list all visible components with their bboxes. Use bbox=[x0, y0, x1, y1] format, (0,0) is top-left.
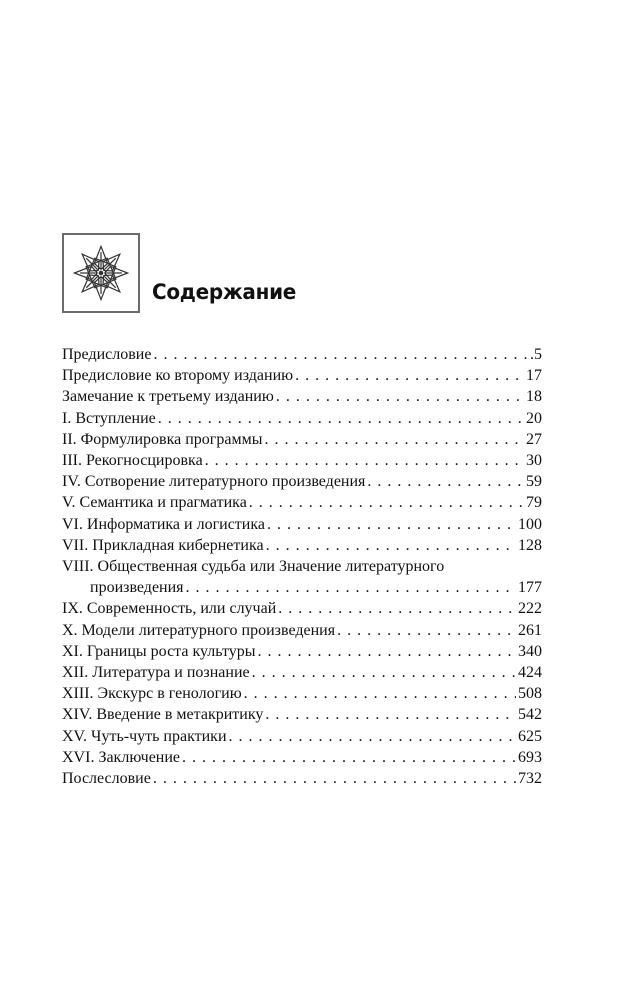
toc-entry-label: Послесловие bbox=[62, 770, 151, 788]
toc-entry-label-line1: VIII. Общественная судьба или Значение литературного bbox=[62, 558, 445, 576]
toc-entry[interactable] bbox=[62, 344, 542, 365]
dot-leader bbox=[258, 641, 517, 662]
dot-leader bbox=[186, 577, 516, 598]
toc-entry[interactable] bbox=[62, 429, 542, 450]
toc-entry-label: XVI. Заключение bbox=[62, 748, 181, 766]
dot-leader bbox=[229, 726, 516, 747]
page-title: Содержание bbox=[152, 280, 297, 304]
dot-leader bbox=[205, 450, 524, 471]
toc-entry-label: Предисловие ко второму изданию bbox=[62, 367, 294, 385]
toc-entry[interactable] bbox=[62, 598, 542, 619]
dot-leader bbox=[158, 408, 524, 429]
toc-entry-label: VI. Информатика и логистика bbox=[62, 515, 265, 533]
toc-entry-page: 17 bbox=[526, 367, 542, 385]
toc-entry-label: X. Модели литературного произведения bbox=[62, 621, 336, 639]
dot-leader bbox=[182, 747, 516, 768]
toc-entry-page: 340 bbox=[518, 642, 542, 660]
toc-entry-page: .5 bbox=[530, 346, 542, 363]
dot-leader bbox=[278, 598, 516, 619]
toc-entry[interactable] bbox=[62, 620, 542, 641]
toc-entry-page: 542 bbox=[518, 706, 542, 724]
toc-entry-page: 20 bbox=[526, 409, 542, 427]
toc-entry[interactable] bbox=[62, 386, 542, 407]
toc-entry-label: Предисловие bbox=[62, 346, 152, 363]
toc-entry-label: VII. Прикладная кибернетика bbox=[62, 536, 264, 554]
star-ornament-icon bbox=[62, 233, 140, 313]
toc-entry-page: 177 bbox=[518, 579, 542, 597]
dot-leader bbox=[153, 768, 516, 789]
toc-entry[interactable] bbox=[62, 683, 542, 704]
toc-entry-label: XI. Границы роста культуры bbox=[62, 642, 256, 660]
toc-entry-page: 59 bbox=[526, 473, 542, 491]
toc-entry[interactable] bbox=[62, 471, 542, 492]
toc-entry-page: 18 bbox=[526, 388, 542, 406]
toc-entry[interactable] bbox=[62, 641, 542, 662]
toc-entry-page: 128 bbox=[518, 536, 542, 554]
table-of-contents bbox=[62, 344, 542, 789]
toc-entry[interactable] bbox=[62, 492, 542, 513]
dot-leader bbox=[244, 683, 516, 704]
toc-entry-label: XIV. Введение в метакритику bbox=[62, 706, 264, 724]
toc-entry[interactable] bbox=[62, 535, 542, 556]
dot-leader bbox=[337, 620, 516, 641]
dot-leader bbox=[264, 429, 524, 450]
toc-entry-label: IX. Современность, или случай bbox=[62, 600, 277, 618]
toc-entry-label: XII. Литература и познание bbox=[62, 664, 250, 682]
dot-leader bbox=[367, 471, 524, 492]
toc-entry-label: I. Вступление bbox=[62, 409, 156, 427]
toc-entry[interactable] bbox=[62, 726, 542, 747]
dot-leader bbox=[295, 365, 524, 386]
toc-entry-page: 30 bbox=[526, 452, 542, 470]
toc-entry-label: V. Семантика и прагматика bbox=[62, 494, 247, 512]
toc-entry-label: XIII. Экскурс в генологию bbox=[62, 685, 242, 703]
toc-entry-page: 27 bbox=[526, 430, 542, 448]
toc-entry[interactable] bbox=[62, 365, 542, 386]
dot-leader bbox=[266, 535, 516, 556]
toc-entry[interactable] bbox=[62, 514, 542, 535]
dot-leader bbox=[252, 662, 516, 683]
toc-entry[interactable] bbox=[62, 704, 542, 725]
toc-entry[interactable] bbox=[62, 662, 542, 683]
toc-entry-label: Замечание к третьему изданию bbox=[62, 388, 274, 406]
toc-entry-page: 100 bbox=[518, 515, 542, 533]
toc-entry-page: 424 bbox=[518, 664, 542, 682]
toc-entry-page: 625 bbox=[518, 727, 542, 745]
toc-entry-page: 222 bbox=[518, 600, 542, 618]
toc-entry-label: IV. Сотворение литературного произведения bbox=[62, 473, 366, 491]
toc-entry[interactable] bbox=[62, 747, 542, 768]
toc-entry-multiline[interactable] bbox=[62, 556, 542, 598]
toc-entry[interactable] bbox=[62, 408, 542, 429]
dot-leader bbox=[153, 344, 528, 365]
toc-entry-label: XV. Чуть-чуть практики bbox=[62, 727, 227, 745]
toc-entry-label: III. Рекогносцировка bbox=[62, 452, 203, 470]
toc-entry-page: 693 bbox=[518, 748, 542, 766]
toc-entry-page: 79 bbox=[526, 494, 542, 512]
toc-entry[interactable] bbox=[62, 450, 542, 471]
toc-entry-page: 732 bbox=[518, 770, 542, 788]
dot-leader bbox=[265, 704, 516, 725]
toc-entry-page: 508 bbox=[518, 685, 542, 703]
toc-entry-label: II. Формулировка программы bbox=[62, 430, 263, 448]
toc-entry-page: 261 bbox=[518, 621, 542, 639]
toc-entry[interactable] bbox=[62, 768, 542, 789]
dot-leader bbox=[249, 492, 524, 513]
dot-leader bbox=[267, 514, 516, 535]
toc-entry-label: произведения bbox=[90, 579, 184, 597]
dot-leader bbox=[276, 386, 524, 407]
